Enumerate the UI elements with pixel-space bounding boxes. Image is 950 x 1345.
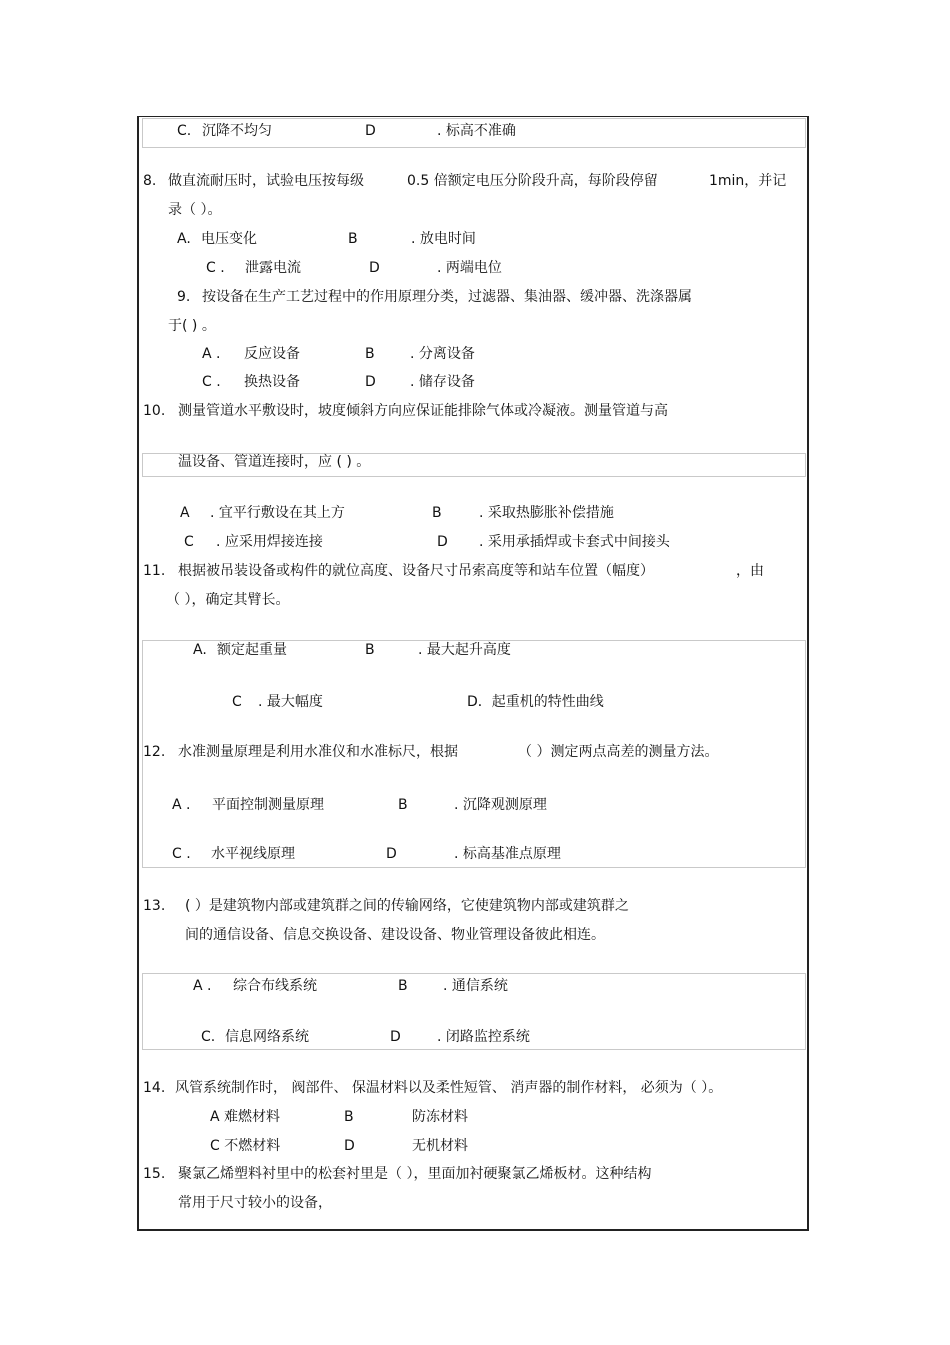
q12-option-b-letter: B [398, 797, 408, 813]
q10-option-d-letter: D [437, 534, 448, 550]
q9-stem-a: 按设备在生产工艺过程中的作用原理分类，过滤器、集油器、缓冲器、洗涤器属 [202, 289, 692, 305]
q8-option-d-letter: D [369, 260, 380, 276]
q13-number: 13. [143, 898, 166, 914]
q14-option-b-letter: B [344, 1109, 354, 1125]
q8-stem-d: 录（ ）。 [168, 202, 222, 218]
q8-option-a-letter: A. [177, 231, 191, 247]
q10-stem-b: 温设备、管道连接时，应 ( ) 。 [178, 454, 371, 470]
q10-option-a-letter: A [180, 505, 190, 521]
q10-option-a-text: . 宜平行敷设在其上方 [210, 505, 345, 521]
q11-stem-c: （ ），确定其臂长。 [166, 592, 290, 608]
q14-option-d-letter: D [344, 1138, 355, 1154]
q13-stem-a: ( ）是建筑物内部或建筑群之间的传输网络，它使建筑物内部或建筑群之 [185, 898, 629, 914]
q11-option-a-text: 额定起重量 [217, 642, 287, 658]
q15-number: 15. [143, 1166, 166, 1182]
q8-number: 8. [143, 173, 157, 189]
q8-option-c-letter: C . [206, 260, 225, 276]
q7-option-c-text: 沉降不均匀 [202, 123, 272, 139]
q13-option-c-text: 信息网络系统 [225, 1029, 309, 1045]
q10-option-b-text: . 采取热膨胀补偿措施 [479, 505, 614, 521]
q13-option-d-text: . 闭路监控系统 [437, 1029, 530, 1045]
q7-option-d-text: . 标高不准确 [437, 123, 516, 139]
q13-option-a-text: 综合布线系统 [233, 978, 317, 994]
q8-option-d-text: . 两端电位 [437, 260, 502, 276]
q14-option-b-text: 防冻材料 [412, 1109, 468, 1125]
q9-stem-b: 于( ) 。 [168, 318, 216, 334]
q14-number: 14. [143, 1080, 166, 1096]
q13-option-d-letter: D [390, 1029, 401, 1045]
q12-option-b-text: . 沉降观测原理 [454, 797, 547, 813]
q13-stem-b: 间的通信设备、信息交换设备、建设设备、物业管理设备彼此相连。 [185, 927, 605, 943]
q8-stem-c: 1min，并记 [709, 173, 787, 189]
q15-stem-b: 常用于尺寸较小的设备， [178, 1195, 332, 1211]
q8-option-a-text: 电压变化 [201, 231, 257, 247]
q11-option-a-letter: A. [193, 642, 207, 658]
q14-stem: 风管系统制作时， 阀部件、 保温材料以及柔性短管、 消声器的制作材料， 必须为（ ）。 [175, 1080, 723, 1096]
q14-option-d-text: 无机材料 [412, 1138, 468, 1154]
q11-stem-b: ，由 [736, 563, 764, 579]
q8-stem-a: 做直流耐压时，试验电压按每级 [168, 173, 364, 189]
q8-stem-b: 0.5 倍额定电压分阶段升高，每阶段停留 [407, 173, 658, 189]
q9-option-c-letter: C . [202, 374, 221, 390]
q13-option-c-letter: C. [201, 1029, 216, 1045]
q13-option-a-letter: A . [193, 978, 212, 994]
q9-option-b-letter: B [365, 346, 375, 362]
q9-number: 9. [177, 289, 191, 305]
q10-option-c-letter: C [184, 534, 194, 550]
q13-option-b-letter: B [398, 978, 408, 994]
q14-option-c: C 不燃材料 [210, 1138, 281, 1154]
q12-option-c-text: 水平视线原理 [211, 846, 295, 862]
q9-option-d-letter: D [365, 374, 376, 390]
q15-stem-a: 聚氯乙烯塑料衬里中的松套衬里是（ ），里面加衬硬聚氯乙烯板材。这种结构 [178, 1166, 652, 1182]
q11-option-b-text: . 最大起升高度 [418, 642, 511, 658]
q8-option-b-text: . 放电时间 [411, 231, 476, 247]
q12-option-c-letter: C . [172, 846, 191, 862]
q11-option-c-text: . 最大幅度 [258, 694, 323, 710]
q8-option-b-letter: B [348, 231, 358, 247]
q11-option-b-letter: B [365, 642, 375, 658]
q12-stem-b: （ ）测定两点高差的测量方法。 [518, 744, 719, 760]
q10-option-b-letter: B [432, 505, 442, 521]
q12-stem-a: 水准测量原理是利用水准仪和水准标尺，根据 [178, 744, 458, 760]
q10-number: 10. [143, 403, 166, 419]
q14-option-a: A 难燃材料 [210, 1109, 281, 1125]
q11-option-c-letter: C [232, 694, 242, 710]
q10-option-d-text: . 采用承插焊或卡套式中间接头 [479, 534, 670, 550]
q9-option-d-text: . 储存设备 [410, 374, 475, 390]
q8-option-c-text: 泄露电流 [245, 260, 301, 276]
q12-option-a-letter: A . [172, 797, 191, 813]
q10-option-c-text: . 应采用焊接连接 [216, 534, 323, 550]
q11-stem-a: 根据被吊装设备或构件的就位高度、设备尺寸吊索高度等和站车位置（幅度） [178, 563, 654, 579]
q12-option-a-text: 平面控制测量原理 [212, 797, 324, 813]
q9-option-a-letter: A . [202, 346, 221, 362]
q12-option-d-letter: D [386, 846, 397, 862]
q10-stem-a: 测量管道水平敷设时，坡度倾斜方向应保证能排除气体或冷凝液。测量管道与高 [178, 403, 668, 419]
q7-option-c-letter: C. [177, 123, 192, 139]
q12-number: 12. [143, 744, 166, 760]
q12-option-d-text: . 标高基准点原理 [454, 846, 561, 862]
q9-option-a-text: 反应设备 [244, 346, 300, 362]
q13-option-b-text: . 通信系统 [443, 978, 508, 994]
q11-option-d-text: D．起重机的特性曲线 [467, 694, 604, 710]
q7-option-d-letter: D [365, 123, 376, 139]
q9-option-b-text: . 分离设备 [410, 346, 475, 362]
q9-option-c-text: 换热设备 [244, 374, 300, 390]
q11-number: 11. [143, 563, 166, 579]
